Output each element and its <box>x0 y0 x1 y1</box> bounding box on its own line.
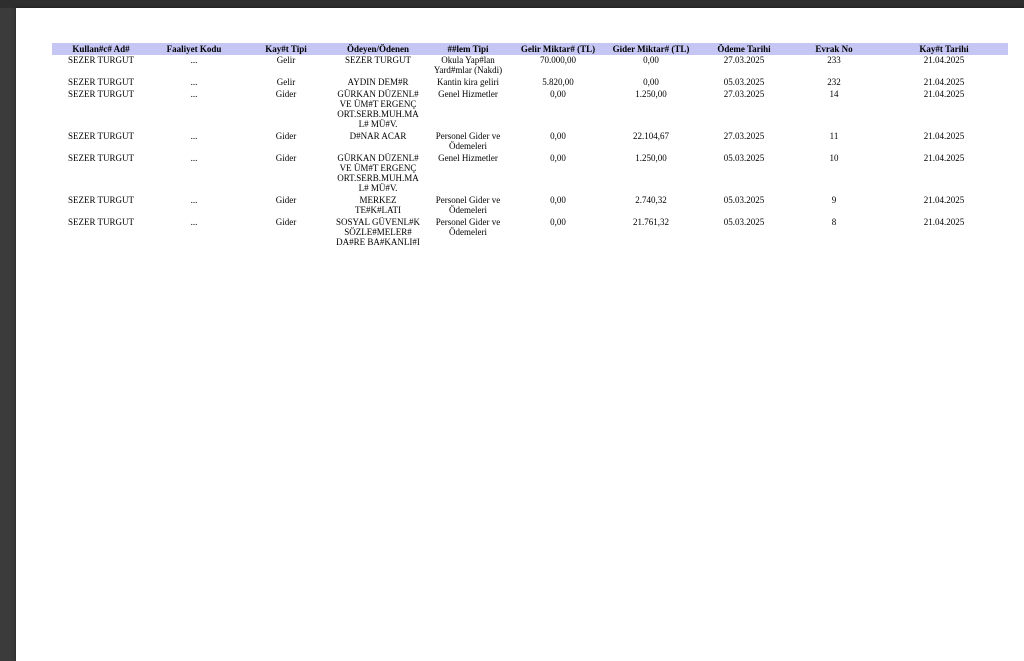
cell-activity-code: ... <box>190 153 198 163</box>
cell-record-type: Gider <box>275 89 297 99</box>
cell-payer-payee: GÜRKAN DÜZENL# VE ÜM#T ERGENÇ ORT.SERB.MUH.MAL# MÜ#V. <box>337 153 419 193</box>
cell-document-no: 14 <box>829 89 839 99</box>
cell-payer-payee: D#NAR ACAR <box>349 131 407 141</box>
cell-document-no: 10 <box>829 153 839 163</box>
cell-income-amount: 0,00 <box>550 131 566 141</box>
cell-transaction-type: Genel Hizmetler <box>438 153 498 163</box>
table-header-row <box>52 43 1008 55</box>
cell-payer-payee: AYDIN DEM#R <box>347 77 409 87</box>
cell-expense-amount: 1.250,00 <box>635 89 667 99</box>
cell-transaction-type: Kantin kira geliri <box>437 77 499 87</box>
cell-payment-date: 05.03.2025 <box>723 153 765 163</box>
cell-income-amount: 70.000,00 <box>540 55 576 65</box>
cell-record-type: Gider <box>275 217 297 227</box>
table-row <box>52 77 1008 89</box>
pdf-page[interactable] <box>16 8 1024 661</box>
cell-payment-date: 27.03.2025 <box>723 131 765 141</box>
cell-expense-amount: 1.250,00 <box>635 153 667 163</box>
col-header-income-amount: Gelir Miktar# (TL) <box>514 43 602 55</box>
cell-activity-code: ... <box>190 77 198 87</box>
col-header-record-type: Kay#t Tipi <box>238 43 334 55</box>
cell-income-amount: 0,00 <box>550 153 566 163</box>
col-header-activity-code: Faaliyet Kodu <box>150 43 238 55</box>
cell-transaction-type: Genel Hizmetler <box>438 89 498 99</box>
cell-record-date: 21.04.2025 <box>923 217 965 227</box>
table-row <box>52 217 1008 249</box>
cell-record-date: 21.04.2025 <box>923 89 965 99</box>
cell-user: SEZER TURGUT <box>67 217 135 227</box>
cell-income-amount: 0,00 <box>550 217 566 227</box>
cell-record-type: Gider <box>275 131 297 141</box>
viewer-toolbar <box>0 0 1024 8</box>
cell-record-type: Gelir <box>276 77 296 87</box>
table-row <box>52 131 1008 153</box>
cell-record-date: 21.04.2025 <box>923 77 965 87</box>
col-header-expense-amount: Gider Miktar# (TL) <box>602 43 700 55</box>
cell-expense-amount: 2.740,32 <box>635 195 667 205</box>
cell-payer-payee: SEZER TURGUT <box>344 55 412 65</box>
cell-activity-code: ... <box>190 89 198 99</box>
col-header-user: Kullan#c# Ad# <box>52 43 150 55</box>
cell-transaction-type: Personel Gider ve Ödemeleri <box>435 195 501 215</box>
table-row <box>52 89 1008 131</box>
table-row <box>52 153 1008 195</box>
cell-document-no: 233 <box>827 55 841 65</box>
table-row <box>52 55 1008 77</box>
cell-activity-code: ... <box>190 55 198 65</box>
cell-expense-amount: 0,00 <box>643 55 659 65</box>
cell-payment-date: 05.03.2025 <box>723 217 765 227</box>
cell-activity-code: ... <box>190 195 198 205</box>
cell-expense-amount: 22.104,67 <box>633 131 669 141</box>
cell-document-no: 9 <box>831 195 837 205</box>
col-header-payer-payee: Ödeyen/Ödenen <box>334 43 422 55</box>
cell-transaction-type: Personel Gider ve Ödemeleri <box>435 131 501 151</box>
cell-document-no: 8 <box>831 217 837 227</box>
cell-payer-payee: GÜRKAN DÜZENL# VE ÜM#T ERGENÇ ORT.SERB.MUH.MAL# MÜ#V. <box>337 89 419 129</box>
cell-payment-date: 27.03.2025 <box>723 55 765 65</box>
cell-income-amount: 5.820,00 <box>542 77 574 87</box>
cell-record-date: 21.04.2025 <box>923 195 965 205</box>
cell-expense-amount: 21.761,32 <box>633 217 669 227</box>
cell-income-amount: 0,00 <box>550 195 566 205</box>
cell-user: SEZER TURGUT <box>67 55 135 65</box>
transactions-table <box>52 43 1008 249</box>
cell-expense-amount: 0,00 <box>643 77 659 87</box>
table-row <box>52 195 1008 217</box>
cell-activity-code: ... <box>190 131 198 141</box>
cell-record-type: Gider <box>275 195 297 205</box>
cell-user: SEZER TURGUT <box>67 153 135 163</box>
cell-user: SEZER TURGUT <box>67 131 135 141</box>
cell-user: SEZER TURGUT <box>67 77 135 87</box>
cell-record-date: 21.04.2025 <box>923 153 965 163</box>
cell-payer-payee: SOSYAL GÜVENL#K SÖZLE#MELER# DA#RE BA#KANLI#I <box>336 217 420 247</box>
cell-record-date: 21.04.2025 <box>923 55 965 65</box>
col-header-document-no: Evrak No <box>788 43 880 55</box>
cell-transaction-type: Personel Gider ve Ödemeleri <box>435 217 501 237</box>
cell-record-date: 21.04.2025 <box>923 131 965 141</box>
cell-payment-date: 05.03.2025 <box>723 77 765 87</box>
col-header-payment-date: Ödeme Tarihi <box>700 43 788 55</box>
cell-payment-date: 27.03.2025 <box>723 89 765 99</box>
cell-activity-code: ... <box>190 217 198 227</box>
cell-document-no: 232 <box>827 77 841 87</box>
cell-record-type: Gelir <box>276 55 296 65</box>
col-header-transaction-type: ##lem Tipi <box>422 43 514 55</box>
cell-payment-date: 05.03.2025 <box>723 195 765 205</box>
cell-user: SEZER TURGUT <box>67 89 135 99</box>
cell-payer-payee: MERKEZ TE#K#LATI <box>355 195 401 215</box>
cell-document-no: 11 <box>829 131 839 141</box>
cell-income-amount: 0,00 <box>550 89 566 99</box>
cell-user: SEZER TURGUT <box>67 195 135 205</box>
col-header-record-date: Kay#t Tarihi <box>880 43 1008 55</box>
cell-transaction-type: Okula Yap#lan Yard#mlar (Nakdi) <box>433 55 503 75</box>
cell-record-type: Gider <box>275 153 297 163</box>
